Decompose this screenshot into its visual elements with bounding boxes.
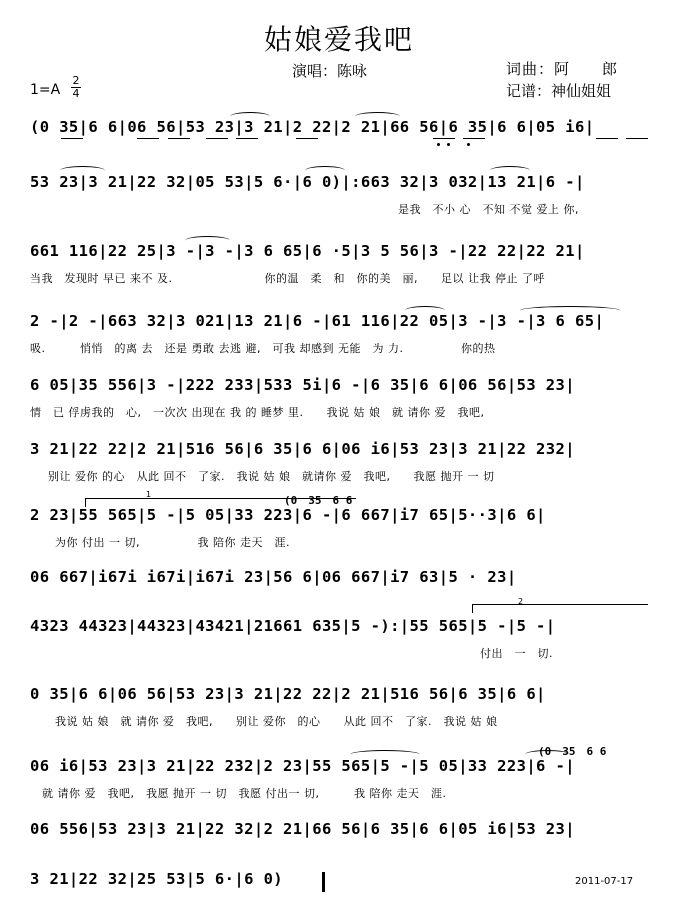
- lyrics: 吸. 悄悄 的离 去 还是 勇敢 去逃 避, 可我 却感到 无能 为 力. 你的热: [30, 342, 496, 355]
- beam: [433, 138, 455, 139]
- beam: [168, 138, 190, 139]
- volta-bracket-1: [85, 498, 356, 507]
- lyrics: 我说 姑 娘 就 请你 爱 我吧, 别让 爱你 的心 从此 回不 了家. 我说 姑 娘: [55, 715, 498, 728]
- notes: 2 -|2 -|663 32|3 021|13 21|6 -|61 116|22 05|3 -|3 -|3 6 65|: [30, 312, 605, 330]
- slur: [490, 166, 530, 175]
- lyrics: 别让 爱你 的心 从此 回不 了家. 我说 姑 娘 就请你 爱 我吧, 我愿 抛开 一 切: [48, 470, 495, 483]
- ossia-notes: (0 35 6 6: [538, 745, 607, 758]
- key-signature: 1=A: [30, 82, 61, 98]
- slur: [405, 306, 445, 315]
- slur: [305, 166, 345, 175]
- slur: [350, 750, 420, 759]
- time-signature: [70, 76, 82, 99]
- volta-number-1: 1: [146, 490, 152, 499]
- song-title: 姑娘爱我吧: [263, 23, 414, 56]
- octave-dot: [467, 143, 470, 146]
- notes: 06 i6|53 23|3 21|22 232|2 23|55 565|5 -|5 05|33 223|6 -|: [30, 757, 575, 775]
- notes: (0 35|6 6|06 56|53 23|3 21|2 22|2 21|66 56|6 35|6 6|05 i6|: [30, 118, 595, 136]
- lyrics: 当我 发现时 早已 来不 及. 你的温 柔 和 你的美 丽, 足以 让我 停止 了呼: [30, 272, 545, 285]
- lyricist-credit: 词曲：阿 郎: [506, 60, 619, 78]
- beam: [463, 138, 485, 139]
- beam: [137, 138, 159, 139]
- final-barline: [322, 872, 325, 892]
- beam: [61, 138, 83, 139]
- date-stamp: 2011-07-17: [575, 876, 634, 887]
- lyrics: 就 请你 爱 我吧, 我愿 抛开 一 切 我愿 付出一 切, 我 陪你 走天 涯.: [42, 787, 447, 800]
- notes: 3 21|22 22|2 21|516 56|6 35|6 6|06 i6|53 23|3 21|22 232|: [30, 440, 575, 458]
- beam: [296, 138, 318, 139]
- notes: 4323 44323|44323|43421|21661 635|5 -):|55 565|5 -|5 -|: [30, 617, 556, 635]
- transcriber-credit: 记谱：神仙姐姐: [506, 82, 612, 100]
- notes: 53 23|3 21|22 32|05 53|5 6·|6 0)|:663 32|3 032|13 21|6 -|: [30, 173, 585, 191]
- lyrics: 为你 付出 一 切, 我 陪你 走天 涯.: [55, 536, 290, 549]
- notes: 2 23|55 565|5 -|5 05|33 223|6 -|6 667|i7 65|5··3|6 6|: [30, 506, 546, 524]
- volta-number-2: 2: [518, 597, 524, 606]
- lyrics: 情 已 俘虏我的 心, 一次次 出现在 我 的 睡梦 里. 我说 姑 娘 就 请你 爱 我吧,: [30, 406, 485, 419]
- slur: [520, 306, 620, 315]
- time-signature-top: 2: [72, 74, 80, 87]
- octave-dot: [437, 143, 440, 146]
- slur: [230, 112, 270, 121]
- beam: [596, 138, 618, 139]
- singer-credit: 演唱：陈咏: [292, 62, 368, 80]
- beam: [626, 138, 648, 139]
- beam: [206, 138, 228, 139]
- slur: [355, 112, 400, 121]
- slur: [525, 750, 570, 759]
- notes: 0 35|6 6|06 56|53 23|3 21|22 22|2 21|516 56|6 35|6 6|: [30, 685, 546, 703]
- notes: 3 21|22 32|25 53|5 6·|6 0): [30, 870, 284, 888]
- lyrics: 是我 不小 心 不知 不觉 爱上 你,: [398, 203, 579, 216]
- time-signature-bottom: 4: [72, 87, 80, 100]
- volta-bracket-2: [472, 604, 648, 613]
- beam: [236, 138, 258, 139]
- slur: [60, 166, 105, 175]
- ossia-notes: (0 35 6 6: [284, 494, 353, 507]
- notes: 06 667|i67i i67i|i67i 23|56 6|06 667|i7 63|5 · 23|: [30, 568, 517, 586]
- notes: 06 556|53 23|3 21|22 32|2 21|66 56|6 35|6 6|05 i6|53 23|: [30, 820, 575, 838]
- notes: 661 116|22 25|3 -|3 -|3 6 65|6 ·5|3 5 56|3 -|22 22|22 21|: [30, 242, 585, 260]
- slur: [185, 236, 230, 245]
- octave-dot: [447, 143, 450, 146]
- lyrics: 付出 一 切.: [480, 647, 553, 660]
- notes: 6 05|35 556|3 -|222 233|533 5i|6 -|6 35|6 6|06 56|53 23|: [30, 376, 575, 394]
